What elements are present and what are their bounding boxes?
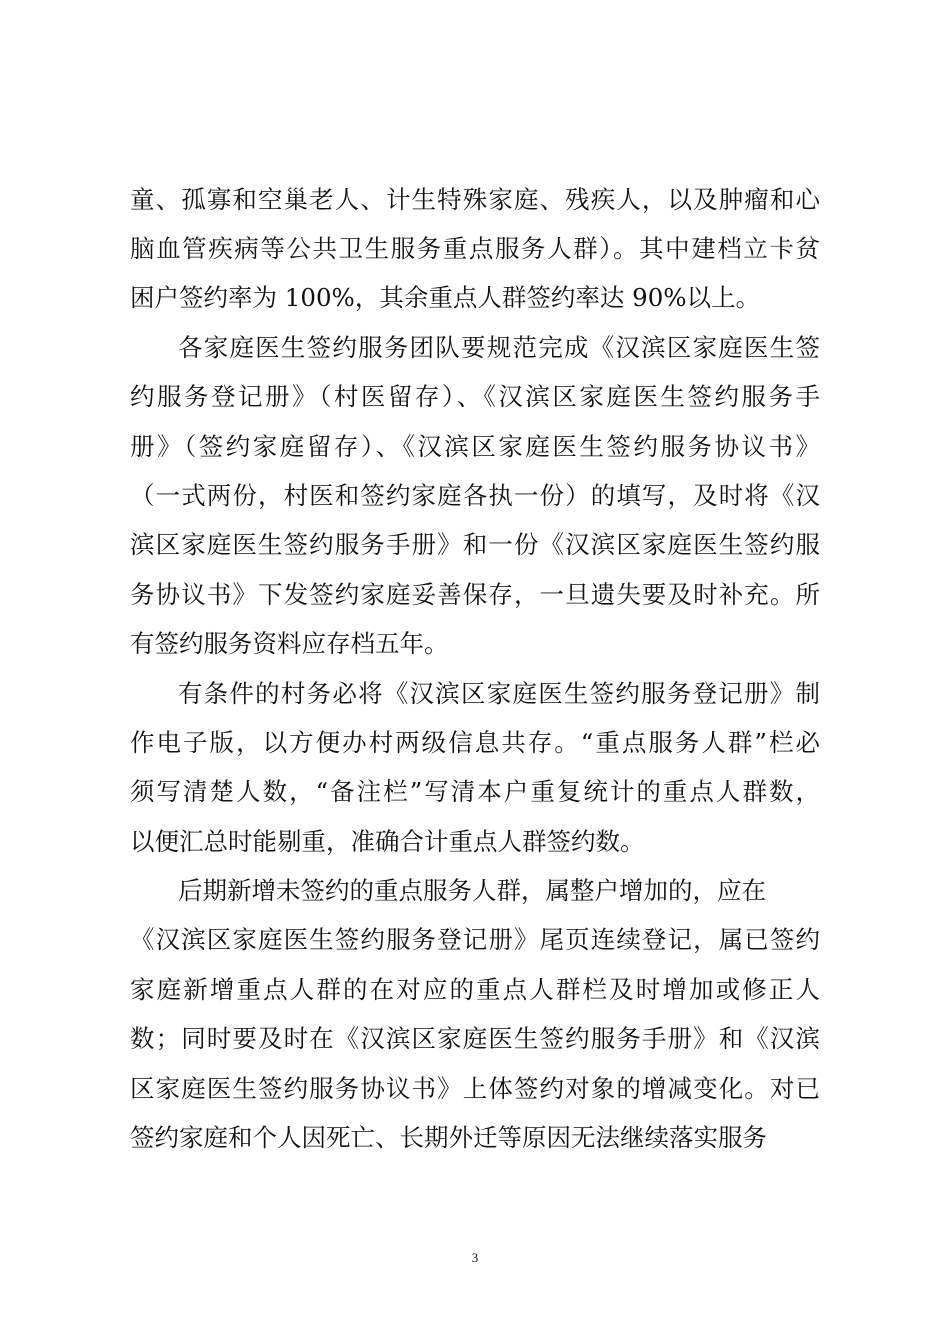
text-line: 须写清楚人数，“备注栏”写清本户重复统计的重点人群数，: [130, 777, 820, 806]
text-line: 册》（签约家庭留存）、《汉滨区家庭医生签约服务协议书》: [130, 432, 820, 461]
paragraph-first-line: 后期新增未签约的重点服务人群，属整户增加的，应在: [178, 876, 766, 905]
text-line: 数；同时要及时在《汉滨区家庭医生签约服务手册》和《汉滨: [130, 1024, 820, 1053]
text-line: 务协议书》下发签约家庭妥善保存，一旦遗失要及时补充。所: [130, 580, 820, 609]
text-line: 滨区家庭医生签约服务手册》和一份《汉滨区家庭医生签约服: [130, 530, 820, 559]
text-line: 区家庭医生签约服务协议书》上体签约对象的增减变化。对已: [130, 1074, 820, 1103]
text-line: 《汉滨区家庭医生签约服务登记册》尾页连续登记，属已签约: [130, 925, 820, 954]
text-line: 以便汇总时能剔重，准确合计重点人群签约数。: [130, 827, 645, 856]
text-line: 家庭新增重点人群的在对应的重点人群栏及时增加或修正人: [130, 975, 820, 1004]
text-line: 脑血管疾病等公共卫生服务重点服务人群）。其中建档立卡贫: [130, 234, 820, 263]
text-line: 童、孤寡和空巢老人、计生特殊家庭、残疾人，以及肿瘤和心: [130, 185, 820, 214]
paragraph-first-line: 有条件的村务必将《汉滨区家庭医生签约服务登记册》制: [178, 679, 820, 708]
text-line: （一式两份，村医和签约家庭各执一份）的填写，及时将《汉: [130, 481, 820, 510]
text-line: 约服务登记册》（村医留存）、《汉滨区家庭医生签约服务手: [130, 382, 820, 411]
page-number: 3: [471, 1250, 479, 1265]
text-line: 有签约服务资料应存档五年。: [130, 629, 449, 658]
text-line: 作电子版，以方便办村两级信息共存。“重点服务人群”栏必: [130, 728, 820, 757]
text-line: 签约家庭和个人因死亡、长期外迁等原因无法继续落实服务: [130, 1123, 767, 1152]
text-line: 困户签约率为 100%，其余重点人群签约率达 90%以上。: [130, 283, 761, 312]
paragraph-first-line: 各家庭医生签约服务团队要规范完成《汉滨区家庭医生签: [178, 333, 820, 362]
